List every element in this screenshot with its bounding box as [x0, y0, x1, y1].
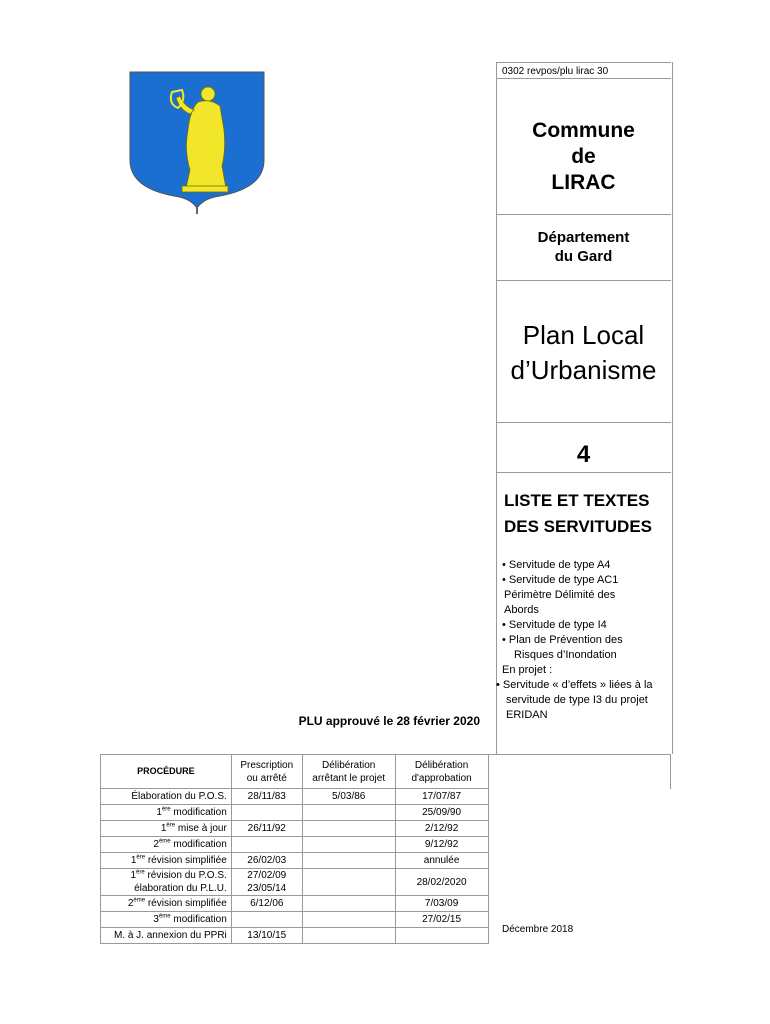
servitude-item: Risques d’Inondation: [514, 649, 617, 661]
document-reference: 0302 revpos/plu lirac 30: [496, 62, 671, 79]
column-header-approbation: Délibération d'approbation: [395, 755, 488, 789]
cell-arret: [302, 896, 395, 912]
servitude-item: Périmètre Délimité des: [504, 589, 616, 601]
column-header-prescription: Prescription ou arrêté: [231, 755, 302, 789]
cell-prescription: [231, 805, 302, 821]
servitude-item: • Servitude de type I4: [502, 619, 607, 631]
footer-date: Décembre 2018: [502, 924, 574, 935]
cell-arret: [302, 853, 395, 869]
procedure-table: [100, 754, 671, 944]
cell-arret: 5/03/86: [302, 789, 395, 805]
servitude-item: ERIDAN: [506, 709, 548, 721]
cell-approbation: [395, 928, 488, 944]
cell-approbation: 9/12/92: [395, 837, 488, 853]
table-row: [101, 869, 671, 896]
servitude-item: • Servitude de type A4: [502, 559, 611, 571]
cell-arret: [302, 837, 395, 853]
table-row: [101, 837, 671, 853]
cell-procedure: 1ère mise à jour: [101, 821, 232, 837]
servitude-item: • Servitude de type AC1: [502, 574, 619, 586]
table-row: [101, 805, 671, 821]
table-row: [101, 821, 671, 837]
table-row: [101, 928, 671, 944]
cell-prescription: [231, 837, 302, 853]
cell-prescription: [231, 912, 302, 928]
cell-arret: [302, 869, 395, 896]
cell-approbation: 2/12/92: [395, 821, 488, 837]
table-header-row: [101, 755, 671, 789]
divider: [496, 472, 671, 473]
servitude-item: servitude de type I3 du projet: [506, 694, 648, 706]
cell-prescription: 6/12/06: [231, 896, 302, 912]
piece-title: LISTE ET TEXTES DES SERVITUDES: [504, 491, 653, 536]
piece-number: 4: [576, 441, 591, 468]
departement-title: Département du Gard: [537, 229, 630, 265]
cell-approbation: 25/09/90: [395, 805, 488, 821]
divider: [496, 214, 671, 215]
cell-arret: [302, 912, 395, 928]
cell-approbation: 7/03/09: [395, 896, 488, 912]
cell-procedure: M. à J. annexion du PPRi: [101, 928, 232, 944]
servitudes-list: [496, 558, 677, 723]
table-row: [101, 896, 671, 912]
divider: [496, 422, 671, 423]
empty-column: [488, 755, 670, 789]
cell-prescription: 26/11/92: [231, 821, 302, 837]
cell-arret: [302, 805, 395, 821]
cell-prescription: 26/02/03: [231, 853, 302, 869]
servitude-item: • Plan de Prévention des: [502, 634, 623, 646]
cell-approbation: 27/02/15: [395, 912, 488, 928]
cell-procedure: 2ème révision simplifiée: [101, 896, 232, 912]
cell-approbation: annulée: [395, 853, 488, 869]
cell-procedure: 3ème modification: [101, 912, 232, 928]
commune-title: Commune de LIRAC: [532, 119, 635, 194]
servitude-item: En projet :: [502, 664, 553, 676]
document-title: Plan Local d’Urbanisme: [510, 320, 657, 385]
column-header-arret: Délibération arrêtant le projet: [302, 755, 395, 789]
approval-note: PLU approuvé le 28 février 2020: [298, 714, 480, 728]
table-row: [101, 912, 671, 928]
coat-of-arms-logo: [128, 70, 266, 214]
cell-procedure: 1ère révision simplifiée: [101, 853, 232, 869]
cell-prescription: 28/11/83: [231, 789, 302, 805]
servitude-item: Abords: [504, 604, 539, 616]
cell-prescription: 27/02/09 23/05/14: [231, 869, 302, 896]
cell-arret: [302, 821, 395, 837]
cell-procedure: Élaboration du P.O.S.: [101, 789, 232, 805]
cell-approbation: 17/07/87: [395, 789, 488, 805]
cell-procedure: 2ème modification: [101, 837, 232, 853]
divider: [496, 280, 671, 281]
cell-prescription: 13/10/15: [231, 928, 302, 944]
cell-arret: [302, 928, 395, 944]
column-header-procedure: PROCÉDURE: [101, 755, 232, 789]
cell-approbation: 28/02/2020: [395, 869, 488, 896]
table-row: [101, 789, 671, 805]
servitude-item: • Servitude « d’effets » liées à la: [496, 679, 653, 691]
cell-procedure: 1ère modification: [101, 805, 232, 821]
cell-procedure: 1ère révision du P.O.S. élaboration du P.L.U.: [101, 869, 232, 896]
table-row: [101, 853, 671, 869]
